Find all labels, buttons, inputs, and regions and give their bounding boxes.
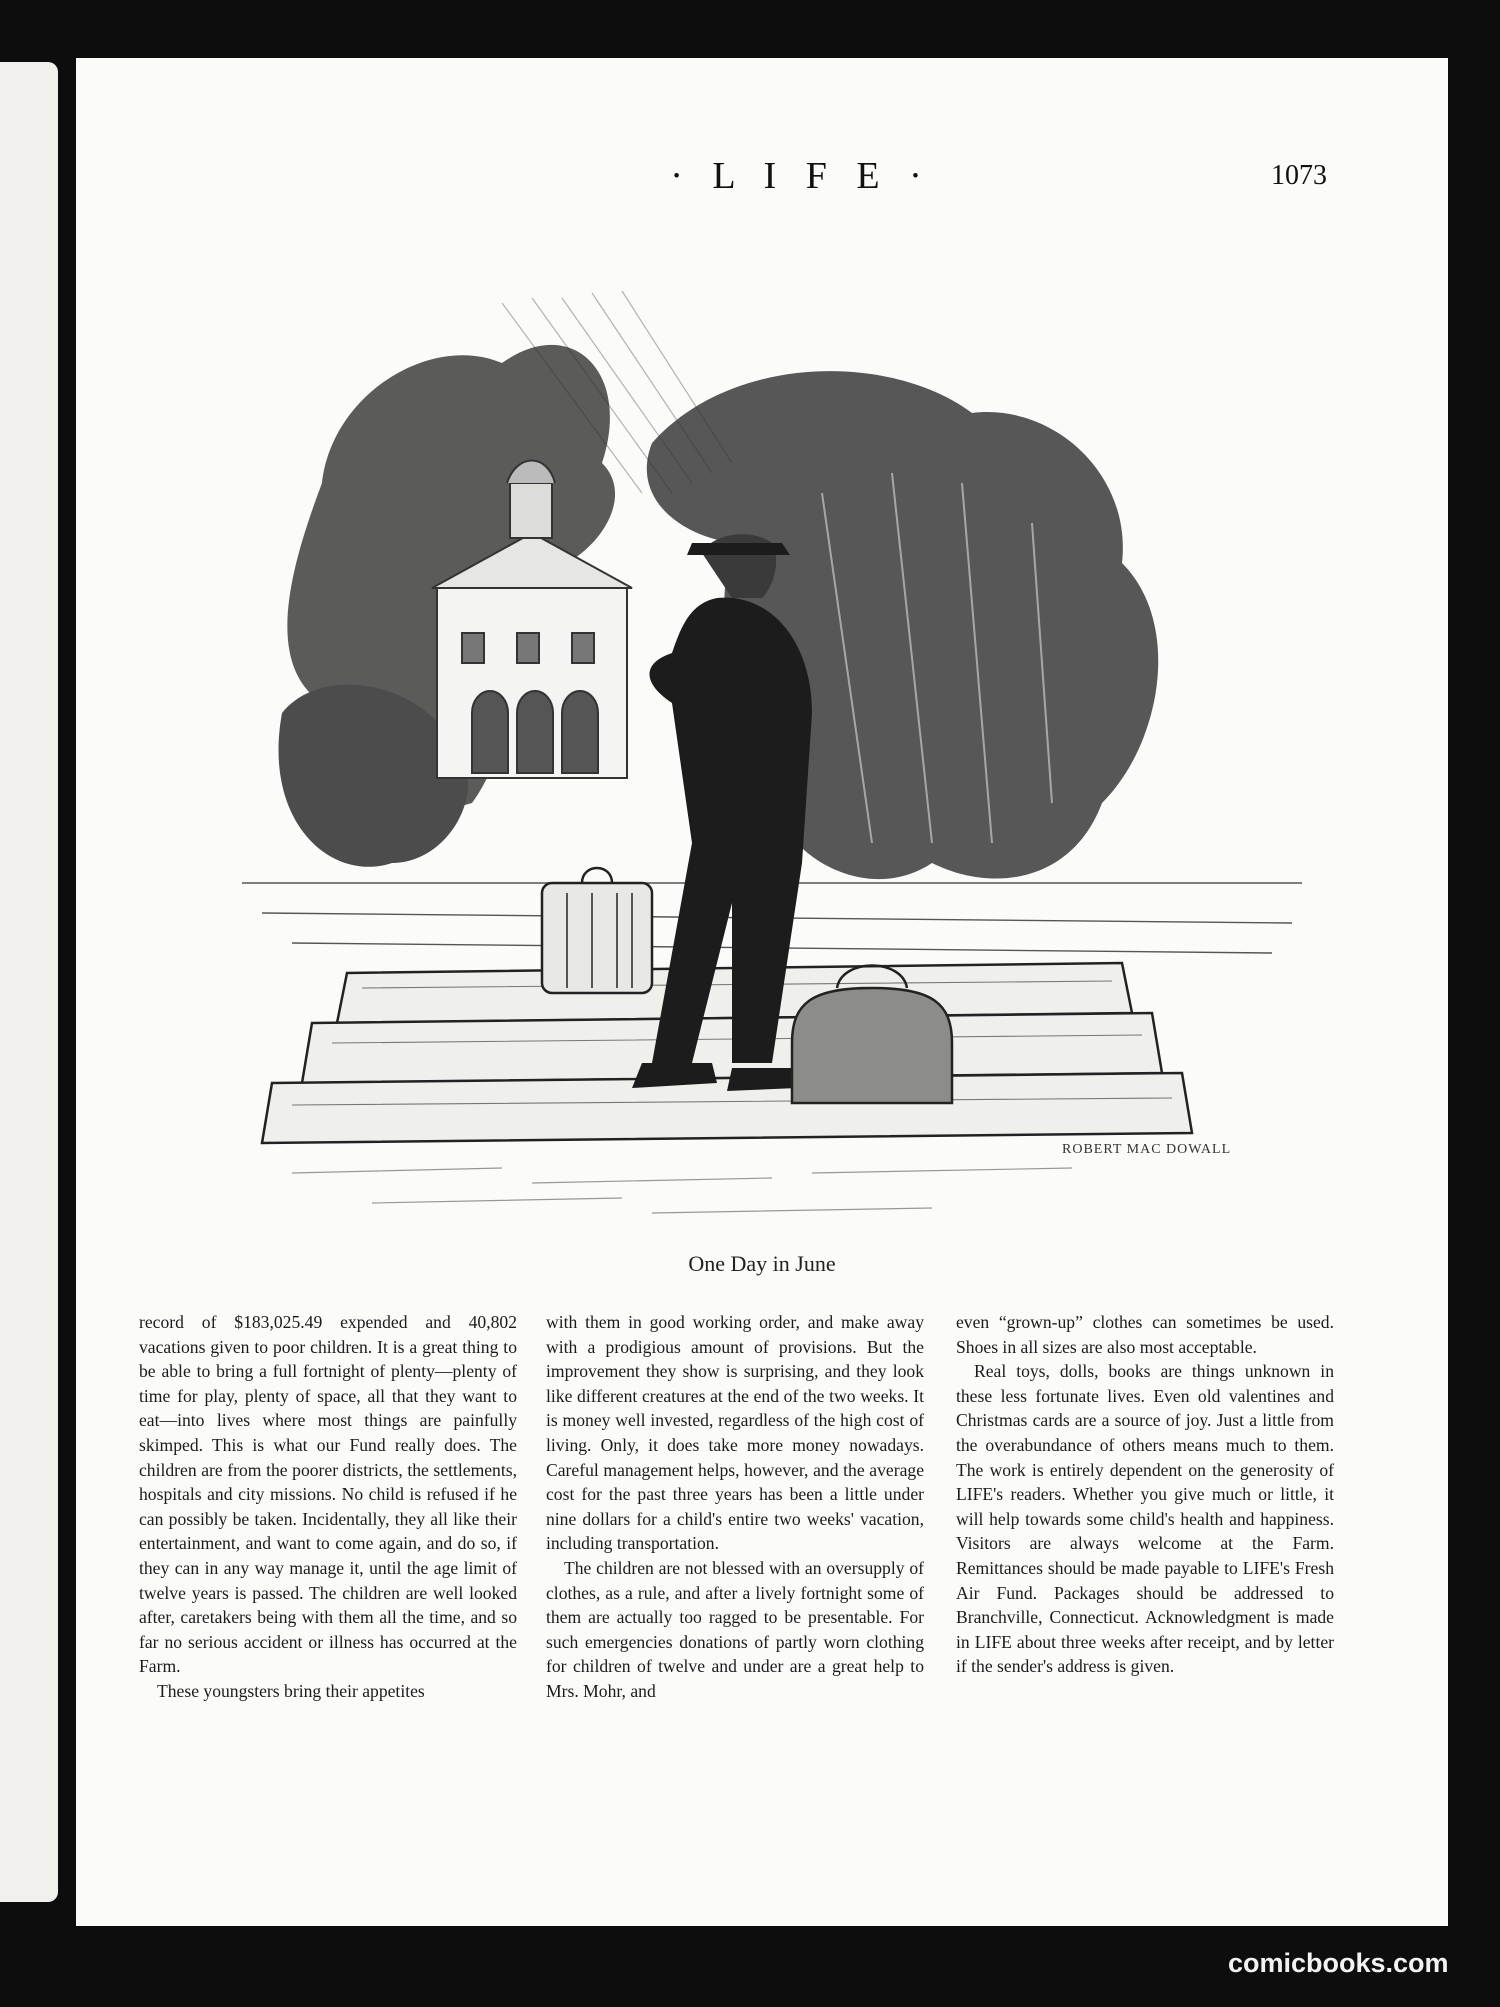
illustration-caption: One Day in June bbox=[688, 1251, 836, 1276]
steps bbox=[262, 963, 1192, 1143]
article-column-2 bbox=[546, 1310, 924, 1704]
facing-page-edge bbox=[0, 62, 58, 1902]
paragraph: with them in good working order, and make away with a prodigious amount of provisions. But the improvement they show is surprising, and they look like different creatures at the end of the two weeks. It is money well invested, regardless of the high cost of living. Only, it does take more money nowadays. Careful management helps, however, and the average cost for the past three years has been a little under nine dollars for a child's entire two weeks' vacation, including transportation. bbox=[546, 1312, 924, 1554]
suitcase bbox=[542, 868, 652, 993]
paragraph: record of $183,025.49 expended and 40,802 vacations given to poor children. It is a great thing to be able to bring a full fortnight of plenty—plenty of time for play, plenty of space, all that they want to eat—into lives where most things are painfully skimped. This is what our Fund really does. The children are from the poorer districts, the settlements, hospitals and city missions. No child is refused if he can possibly be taken. Incidentally, they all like their entertainment, and want to come again, and do so, if they can in any way manage it, until the age limit of twelve years is passed. The children are well looked after, caretakers being with them all the time, and so far no serious accident or illness has occurred at the Farm. bbox=[139, 1312, 517, 1677]
paragraph: even “grown-up” clothes can sometimes be used. Shoes in all sizes are also most acceptable. bbox=[956, 1312, 1334, 1357]
watermark: comicbooks.com bbox=[1228, 1948, 1449, 1978]
paragraph: Real toys, dolls, books are things unknown in these less fortunate lives. Even old valentines and Christmas cards are a source of joy. Just a little from the overabundance of others means much to them. The work is entirely dependent on the generosity of LIFE's readers. Whether you give much or little, it will help towards some child's health and happiness. Visitors are always welcome at the Farm. Remittances should be made payable to LIFE's Fresh Air Fund. Packages should be addressed to Branchville, Connecticut. Acknowledgment is made in LIFE about three weeks after receipt, and by letter if the sender's address is given. bbox=[956, 1361, 1334, 1677]
paragraph: The children are not blessed with an oversupply of clothes, as a rule, and after a lively fortnight some of them are actually too ragged to be presentable. For such emergencies donations of partly worn clothing for children of twelve and under are a great help to Mrs. Mohr, and bbox=[546, 1557, 924, 1701]
article-column-3 bbox=[956, 1310, 1334, 1679]
masthead: · L I F E · bbox=[670, 155, 932, 197]
article-column-1 bbox=[139, 1310, 517, 1704]
artist-signature: ROBERT MAC DOWALL bbox=[1062, 1142, 1232, 1157]
page-number: 1073 bbox=[1271, 160, 1327, 191]
illustration bbox=[172, 243, 1352, 1303]
paragraph: These youngsters bring their appetites bbox=[157, 1680, 425, 1701]
magazine-page bbox=[76, 58, 1448, 1926]
